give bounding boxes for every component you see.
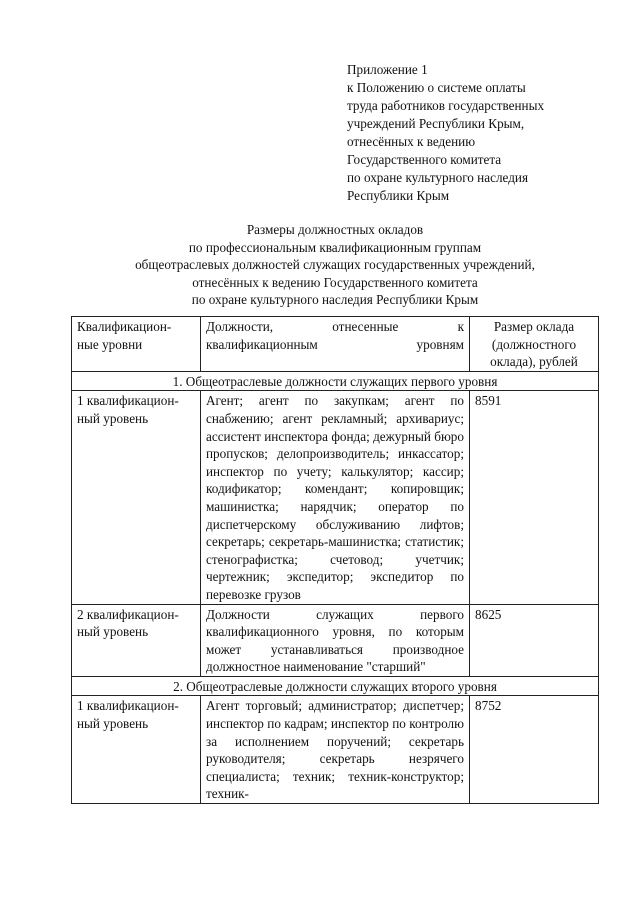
qualification-level-cell: 2 квалификацион- ный уровень bbox=[72, 604, 201, 676]
table-row bbox=[72, 391, 599, 604]
salary-cell: 8752 bbox=[470, 696, 599, 804]
qualification-level-cell: 1 квалификацион- ный уровень bbox=[72, 391, 201, 604]
qualification-level-cell: 1 квалификацион- ный уровень bbox=[72, 696, 201, 804]
appendix-note: Приложение 1 к Положению о системе оплаты труда работников государственных учреждений Республики Крым, отнесённых к ведению Государственного комитета по охране культурного наследия Республики Крым bbox=[347, 62, 545, 203]
salary-cell: 8591 bbox=[470, 391, 599, 604]
salary-table bbox=[71, 316, 599, 804]
section-row bbox=[72, 371, 599, 391]
header-positions: Должности, отнесенные к квалификационным уровням bbox=[201, 317, 470, 372]
positions-cell: Агент; агент по закупкам; агент по снабжению; агент рекламный; архивариус; ассистент инспектора фонда; дежурный бюро пропусков; делопроизводитель; инкассатор; инспектор по учету; калькулятор; кассир; кодификатор; комендант; копировщик; машинистка; нарядчик; оператор по диспетчерскому обслуживанию лифтов; секретарь; секретарь-машинистка; статистик; стенографистка; счетовод; учетчик; чертежник; экспедитор; экспедитор по перевозке грузов bbox=[201, 391, 470, 604]
salary-cell: 8625 bbox=[470, 604, 599, 676]
table-row bbox=[72, 604, 599, 676]
section-title-second-level: 2. Общеотраслевые должности служащих второго уровня bbox=[72, 676, 599, 696]
header-salary-size: Размер оклада (должностного оклада), рублей bbox=[470, 317, 599, 372]
positions-cell: Должности служащих первого квалификационного уровня, по которым может устанавливаться производное должностное наименование "старший" bbox=[201, 604, 470, 676]
table-row bbox=[72, 696, 599, 804]
document-title: Размеры должностных окладов по профессиональным квалификационным группам общеотраслевых должностей служащих государственных учреждений, отнесённых к ведению Государственного комитета по охране культурного наследия Республики Крым bbox=[135, 222, 535, 307]
section-row bbox=[72, 676, 599, 696]
positions-cell: Агент торговый; администратор; диспетчер; инспектор по кадрам; инспектор по контролю за исполнением поручений; секретарь руководителя; секретарь незрячего специалиста; техник; техник-конструктор; техник- bbox=[201, 696, 470, 804]
header-qualification-levels: Квалификацион- ные уровни bbox=[72, 317, 201, 372]
section-title-first-level: 1. Общеотраслевые должности служащих первого уровня bbox=[72, 371, 599, 391]
table-header-row bbox=[72, 317, 599, 372]
